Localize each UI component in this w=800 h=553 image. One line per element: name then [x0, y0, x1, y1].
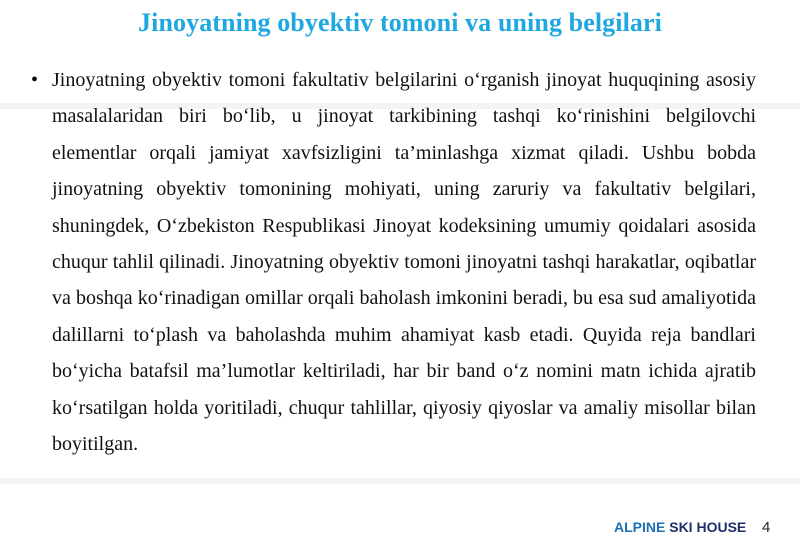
- bullet-text: Jinoyatning obyektiv tomoni fakultativ belgilarini o‘rganish jinoyat huquqining asosiy masalalaridan biri bo‘lib, u jinoyat tarkibining tashqi ko‘rinishini belgilovchi elementlar orqali jamiyat xavfsizligini ta’minlashga xizmat qiladi. Ushbu bobda jinoyatning obyektiv tomonining mohiyati, uning zaruriy va fakultativ belgilari, shuningdek, O‘zbekiston Respublikasi Jinoyat kodeksining umumiy qoidalari asosida chuqur tahlil qilinadi. Jinoyatning obyektiv tomoni jinoyatni tashqi harakatlar, oqibatlar va boshqa ko‘rinadigan omillar orqali baholash imkonini beradi, bu esa sud amaliyotida dalillarni to‘plash va baholashda muhim ahamiyat kasb etadi. Quyida reja bandlari bo‘yicha batafsil ma’lumotlar keltiriladi, har bir band o‘z nomini matn ichida ajratib ko‘rsatilgan holda yoritiladi, chuqur tahlillar, qiyosiy qiyoslar va amaliy misollar bilan boyitilgan.: [52, 69, 756, 456]
- footer-brand-logo: [614, 519, 746, 535]
- decorative-band-bottom: [0, 478, 800, 484]
- page-number: 4: [762, 519, 771, 536]
- brand-name-first: ALPINE: [614, 519, 666, 535]
- slide-body: [30, 62, 756, 462]
- slide-title: Jinoyatning obyektiv tomoni va uning belgilari: [138, 8, 662, 37]
- bullet-item: [30, 62, 756, 462]
- brand-name-second: SKI HOUSE: [669, 519, 747, 535]
- bullet-icon: •: [31, 69, 39, 91]
